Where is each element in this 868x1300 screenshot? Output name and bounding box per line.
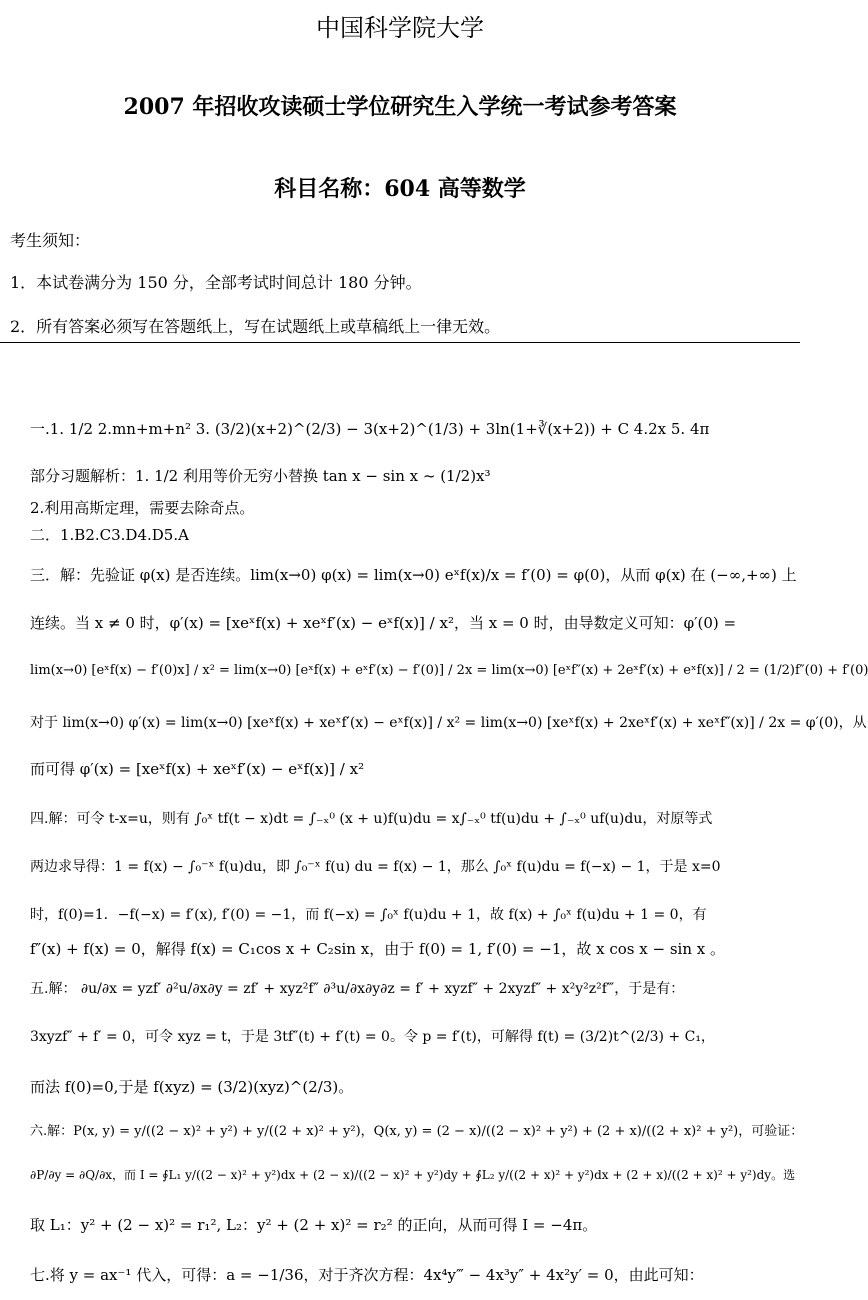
section-divider [0,342,800,343]
subject-title: 科目名称：604 高等数学 [274,176,526,202]
answer-line: 五.解： ∂u/∂x = yzf′ ∂²u/∂x∂y = zf′ + xyz²f″ ∂³u/∂x∂y∂z = f′ + xyzf″ + 2xyzf″ + x²y²z²f‴，于是有： [30,981,685,997]
answer-line: 取 L₁：y² + (2 − x)² = r₁², L₂：y² + (2 + x)² = r₂² 的正向，从而可得 I = −4π。 [30,1216,598,1234]
answer-line: 两边求导得：1 = f(x) − ∫₀⁻ˣ f(u)du，即 ∫₀⁻ˣ f(u) du = f(x) − 1，那么 ∫₀ˣ f(u)du = f(−x) − 1，于是 x=0 [30,859,721,875]
answer-line: 六.解：P(x, y) = y/((2 − x)² + y²) + y/((2 + x)² + y²)，Q(x, y) = (2 − x)/((2 − x)² + y²) + (2 + x)/((2 + x)² + y²)，可验证： [30,1124,804,1139]
university-name: 中国科学院大学 [316,14,484,42]
answer-line: lim(x→0) [eˣf(x) − f′(0)x] / x² = lim(x→0) [eˣf(x) + eˣf′(x) − f′(0)] / 2x = lim(x→0) [eˣf″(x) + 2eˣf′(x) + eˣf(x)] / 2 = (1/2)f″(0) + f′(0) [30,663,868,678]
answer-line: 2.利用高斯定理，需要去除奇点。 [30,499,255,517]
answer-line: 七.将 y = ax⁻¹ 代入，可得：a = −1/36，对于齐次方程：4x⁴y‴ − 4x³y″ + 4x²y′ = 0，由此可知： [30,1266,704,1284]
answer-line: 连续。当 x ≠ 0 时，φ′(x) = [xeˣf(x) + xeˣf′(x) − eˣf(x)] / x²，当 x = 0 时，由导数定义可知：φ′(0) = [30,614,737,632]
answer-line: f″(x) + f(x) = 0，解得 f(x) = C₁cos x + C₂sin x，由于 f(0) = 1, f′(0) = −1，故 x cos x − sin x 。 [30,940,725,958]
answer-line: 3xyzf″ + f′ = 0，可令 xyz = t，于是 3tf″(t) + f′(t) = 0。令 p = f′(t)，可解得 f(t) = (3/2)t^(2/3) + C₁， [30,1029,715,1045]
answer-line: 一.1. 1/2 2.mn+m+n² 3. (3/2)(x+2)^(2/3) − 3(x+2)^(1/3) + 3ln(1+∛(x+2)) + C 4.2x 5. 4π [30,420,710,438]
answer-line: 而可得 φ′(x) = [xeˣf(x) + xeˣf′(x) − eˣf(x)] / x² [30,760,365,778]
notice-item: 2．所有答案必须写在答题纸上，写在试题纸上或草稿纸上一律无效。 [10,317,501,336]
notice-heading: 考生须知： [10,231,91,250]
notice-item: 1．本试卷满分为 150 分，全部考试时间总计 180 分钟。 [10,273,422,292]
answer-line: 部分习题解析：1. 1/2 利用等价无穷小替换 tan x − sin x ~ (1/2)x³ [30,467,491,485]
answer-line: 三．解：先验证 φ(x) 是否连续。lim(x→0) φ(x) = lim(x→0) eˣf(x)/x = f′(0) = φ(0)，从而 φ(x) 在 (−∞,+∞) 上 [30,566,797,584]
answer-line: 对于 lim(x→0) φ′(x) = lim(x→0) [xeˣf(x) + xeˣf′(x) − eˣf(x)] / x² = lim(x→0) [xeˣf(x) + 2xeˣf′(x) + xeˣf″(x)] / 2x = φ′(0)，从 [30,715,867,731]
answer-line: ∂P/∂y = ∂Q/∂x，而 I = ∮L₁ y/((2 − x)² + y²)dx + (2 − x)/((2 − x)² + y²)dy + ∮L₂ y/((2 + x)² + y²)dx + (2 + x)/((2 + x)² + y²)dy。选 [30,1168,796,1182]
answer-line: 时，f(0)=1．−f(−x) = f′(x), f′(0) = −1，而 f(−x) = ∫₀ˣ f(u)du + 1，故 f(x) + ∫₀ˣ f(u)du + 1 = 0，有 [30,907,707,923]
exam-title: 2007 年招收攻读硕士学位研究生入学统一考试参考答案 [123,94,677,120]
answer-line: 而法 f(0)=0,于是 f(xyz) = (3/2)(xyz)^(2/3)。 [30,1078,354,1096]
answer-line: 四.解：可令 t-x=u，则有 ∫₀ˣ tf(t − x)dt = ∫₋ₓ⁰ (x + u)f(u)du = x∫₋ₓ⁰ tf(u)du + ∫₋ₓ⁰ uf(u)du，对原等式 [30,811,713,827]
answer-line: 二．1.B2.C3.D4.D5.A [30,526,189,544]
